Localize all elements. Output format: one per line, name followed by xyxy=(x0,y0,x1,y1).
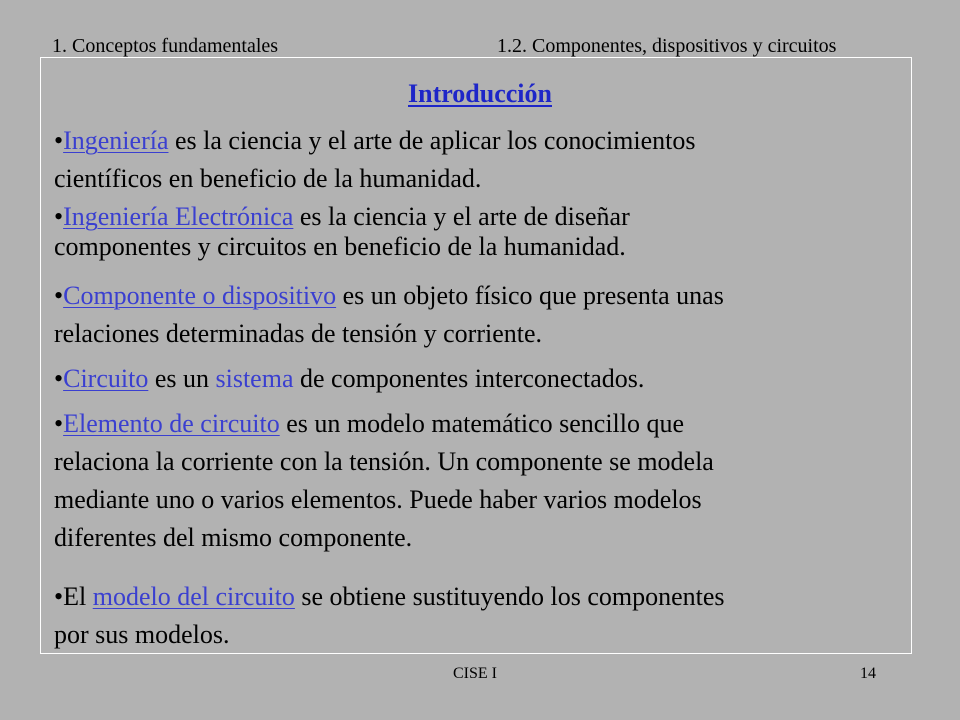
text: relaciones determinadas de tensión y corriente. xyxy=(54,319,543,348)
bullet: • xyxy=(54,281,64,310)
link-ingenieria[interactable]: Ingeniería xyxy=(63,126,169,155)
text: es un objeto físico que presenta unas xyxy=(336,281,724,310)
link-ingenieria-electronica[interactable]: Ingeniería Electrónica xyxy=(63,202,294,231)
link-modelo-circuito[interactable]: modelo del circuito xyxy=(92,582,295,611)
text: por sus modelos. xyxy=(54,620,230,649)
bullet: • xyxy=(54,126,64,155)
text: es la ciencia y el arte de aplicar los conocimientos xyxy=(168,126,696,155)
bullet: • xyxy=(54,409,64,438)
footer-page-number: 14 xyxy=(860,665,876,682)
link-componente-dispositivo[interactable]: Componente o dispositivo xyxy=(63,281,337,310)
text: de componentes interconectados. xyxy=(293,364,645,393)
text: es un modelo matemático sencillo que xyxy=(279,409,685,438)
text: científicos en beneficio de la humanidad. xyxy=(54,164,482,193)
slide-title-text: Introducción xyxy=(408,79,552,108)
text: se obtiene sustituyendo los componentes xyxy=(294,582,725,611)
text: componentes y circuitos en beneficio de la humanidad. xyxy=(54,232,626,261)
highlight-sistema: sistema xyxy=(215,364,294,393)
paragraph-componente xyxy=(54,277,904,353)
footer-course-label: CISE I xyxy=(453,665,497,682)
paragraph-circuito xyxy=(54,360,904,398)
text: es la ciencia y el arte de diseñar xyxy=(293,202,630,231)
text: es un xyxy=(148,364,216,393)
paragraph-ingenieria-electronica xyxy=(54,202,904,262)
bullet: • xyxy=(54,364,64,393)
paragraph-ingenieria xyxy=(54,122,904,198)
text: diferentes del mismo componente. xyxy=(54,523,413,552)
text: El xyxy=(63,582,93,611)
paragraph-elemento-circuito xyxy=(54,405,904,557)
paragraph-modelo-circuito xyxy=(54,578,904,654)
link-elemento-circuito[interactable]: Elemento de circuito xyxy=(63,409,280,438)
header-subsection-label: 1.2. Componentes, dispositivos y circuitos xyxy=(497,35,837,57)
bullet: • xyxy=(54,202,64,231)
header-section-label: 1. Conceptos fundamentales xyxy=(52,35,279,57)
bullet: • xyxy=(54,582,64,611)
text: mediante uno o varios elementos. Puede haber varios modelos xyxy=(54,485,702,514)
slide-title xyxy=(0,78,960,110)
link-circuito[interactable]: Circuito xyxy=(63,364,149,393)
text: relaciona la corriente con la tensión. Un componente se modela xyxy=(54,447,714,476)
